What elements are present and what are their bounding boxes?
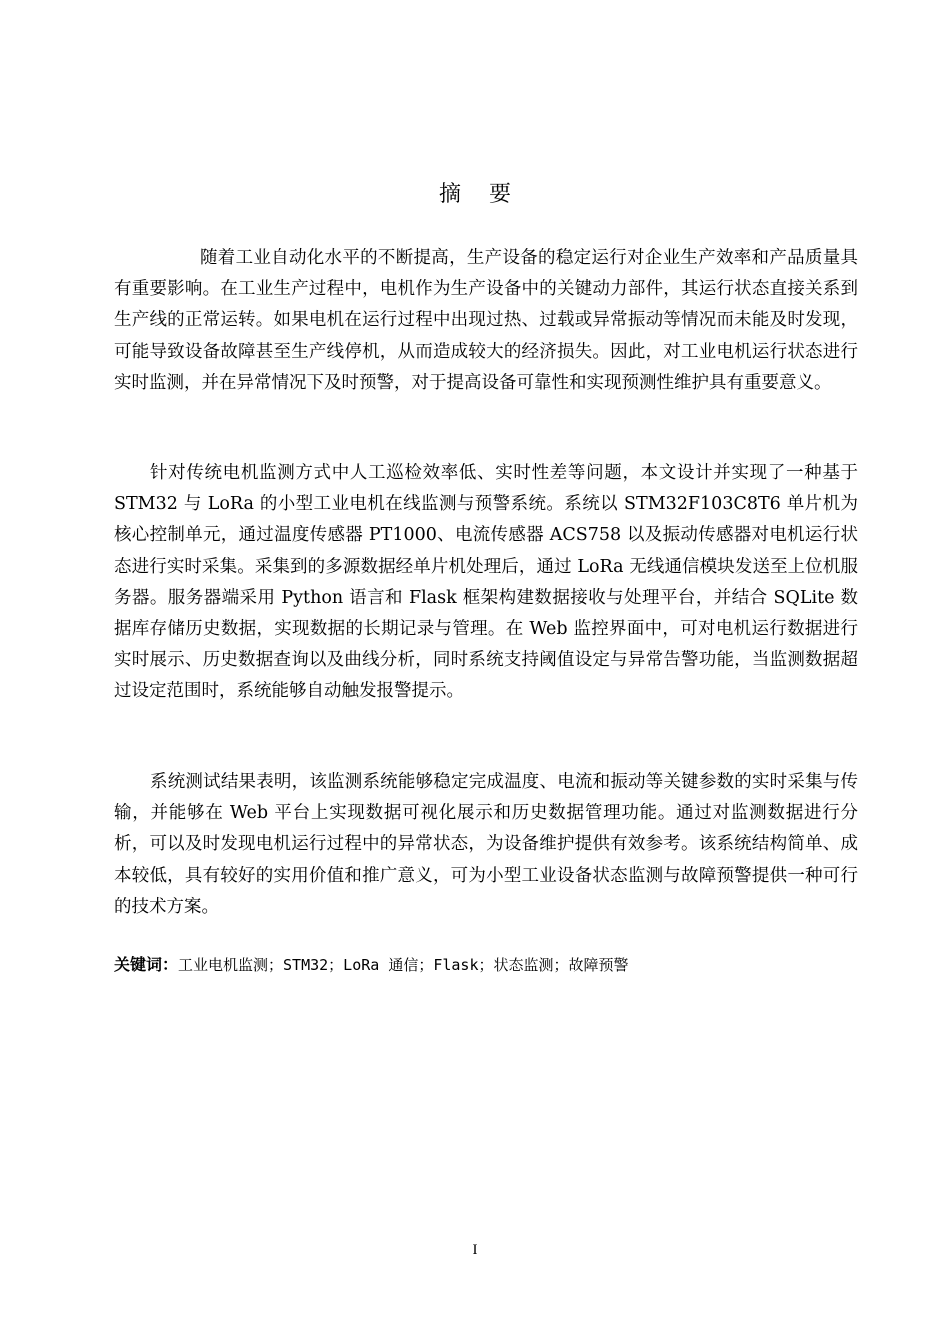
keywords-line (114, 950, 858, 980)
keywords-list: 工业电机监测；STM32；LoRa 通信；Flask；状态监测；故障预警 (178, 956, 629, 974)
keywords-label: 关键词： (114, 955, 179, 974)
abstract-paragraph-1: 随着工业自动化水平的不断提高，生产设备的稳定运行对企业生产效率和产品质量具有重要影响。在工业生产过程中，电机作为生产设备中的关键动力部件，其运行状态直接关系到生产线的正常运转。如果电机在运行过程中出现过热、过载或异常振动等情况而未能及时发现，可能导致设备故障甚至生产线停机，从而造成较大的经济损失。因此，对工业电机运行状态进行实时监测，并在异常情况下及时预警，对于提高设备可靠性和实现预测性维护具有重要意义。 (114, 248, 858, 393)
page-title: 摘要 (438, 182, 539, 207)
page-number: I (472, 1242, 478, 1258)
abstract-paragraph-3: 系统测试结果表明，该监测系统能够稳定完成温度、电流和振动等关键参数的实时采集与传输，并能够在 Web 平台上实现数据可视化展示和历史数据管理功能。通过对监测数据进行分析，可以及时发现电机运行过程中的异常状态，为设备维护提供有效参考。该系统结构简单、成本较低，具有较好的实用价值和推广意义，可为小型工业设备状态监测与故障预警提供一种可行的技术方案。 (114, 772, 858, 917)
abstract-paragraph-2: 针对传统电机监测方式中人工巡检效率低、实时性差等问题，本文设计并实现了一种基于 STM32 与 LoRa 的小型工业电机在线监测与预警系统。系统以 STM32F103C8T6 单片机为核心控制单元，通过温度传感器 PT1000、电流传感器 ACS758 以及振动传感器对电机运行状态进行实时采集。采集到的多源数据经单片机处理后，通过 LoRa 无线通信模块发送至上位机服务器。服务器端采用 Python 语言和 Flask 框架构建数据接收与处理平台，并结合 SQLite 数据库存储历史数据，实现数据的长期记录与管理。在 Web 监控界面中，可对电机运行数据进行实时展示、历史数据查询以及曲线分析，同时系统支持阈值设定与异常告警功能，当监测数据超过设定范围时，系统能够自动触发报警提示。 (114, 463, 858, 702)
